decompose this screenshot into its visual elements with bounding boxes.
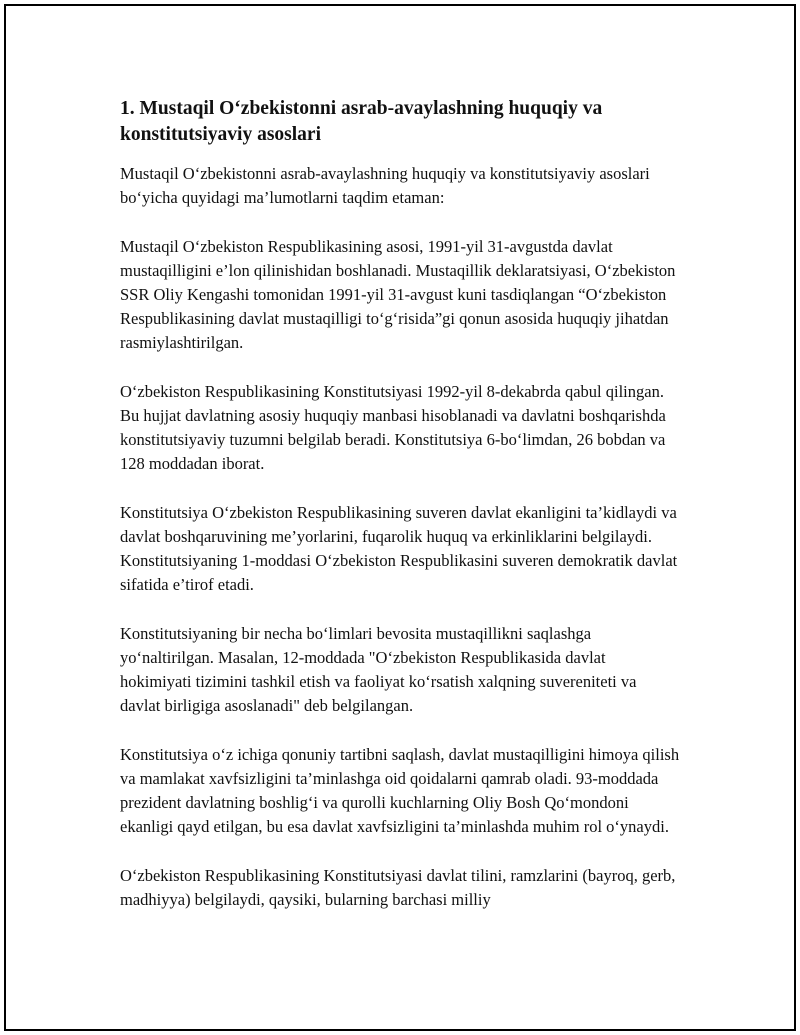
document-page <box>4 4 796 1031</box>
paragraph-security: Konstitutsiya o‘z ichiga qonuniy tartibni saqlash, davlat mustaqilligini himoya qilish va mamlakat xavfsizligini ta’minlashga oid qoidalarni qamrab oladi. 93-moddada prezident davlatning boshlig‘i va qurolli kuchlarning Oliy Bosh Qo‘mondoni ekanligi qayd etilgan, bu esa davlat xavfsizligini ta’minlashda muhim rol o‘ynaydi. <box>120 745 680 836</box>
paragraph-constitution: O‘zbekiston Respublikasining Konstitutsiyasi 1992-yil 8-dekabrda qabul qilingan. Bu hujjat davlatning asosiy huquqiy manbasi hisoblanadi va davlatni boshqarishda konstitutsiyaviy tuzumni belgilab beradi. Konstitutsiya 6-bo‘limdan, 26 bobdan va 128 moddadan iborat. <box>120 382 666 473</box>
paragraph-article-12: Konstitutsiyaning bir necha bo‘limlari bevosita mustaqillikni saqlashga yo‘naltirilgan. Masalan, 12-moddada "O‘zbekiston Respublikasida davlat hokimiyati tizimini tashkil etish va faoliyat ko‘rsatish xalqning suvereniteti va davlat birligiga asoslanadi" deb belgilangan. <box>120 624 637 715</box>
document-title: 1. Mustaqil O‘zbekistonni asrab-avaylashning huquqiy va konstitutsiyaviy asoslari <box>120 98 603 145</box>
document-content <box>120 96 680 937</box>
paragraph-intro: Mustaqil O‘zbekistonni asrab-avaylashning huquqiy va konstitutsiyaviy asoslari bo‘yicha quyidagi ma’lumotlarni taqdim etaman: <box>120 164 650 207</box>
paragraph-independence: Mustaqil O‘zbekiston Respublikasining asosi, 1991-yil 31-avgustda davlat mustaqilligini e’lon qilinishidan boshlanadi. Mustaqillik deklaratsiyasi, O‘zbekiston SSR Oliy Kengashi tomonidan 1991-yil 31-avgust kuni tasdiqlangan “O‘zbekiston Respublikasining davlat mustaqilligi to‘g‘risida”gi qonun asosida huquqiy jihatdan rasmiylashtirilgan. <box>120 237 676 352</box>
paragraph-sovereignty: Konstitutsiya O‘zbekiston Respublikasining suveren davlat ekanligini ta’kidlaydi va davlat boshqaruvining me’yorlarini, fuqarolik huquq va erkinliklarini belgilaydi. Konstitutsiyaning 1-moddasi O‘zbekiston Respublikasini suveren demokratik davlat sifatida e’tirof etadi. <box>120 503 678 594</box>
paragraph-symbols: O‘zbekiston Respublikasining Konstitutsiyasi davlat tilini, ramzlarini (bayroq, gerb, madhiyya) belgilaydi, qaysiki, bularning barchasi milliy <box>120 866 676 909</box>
